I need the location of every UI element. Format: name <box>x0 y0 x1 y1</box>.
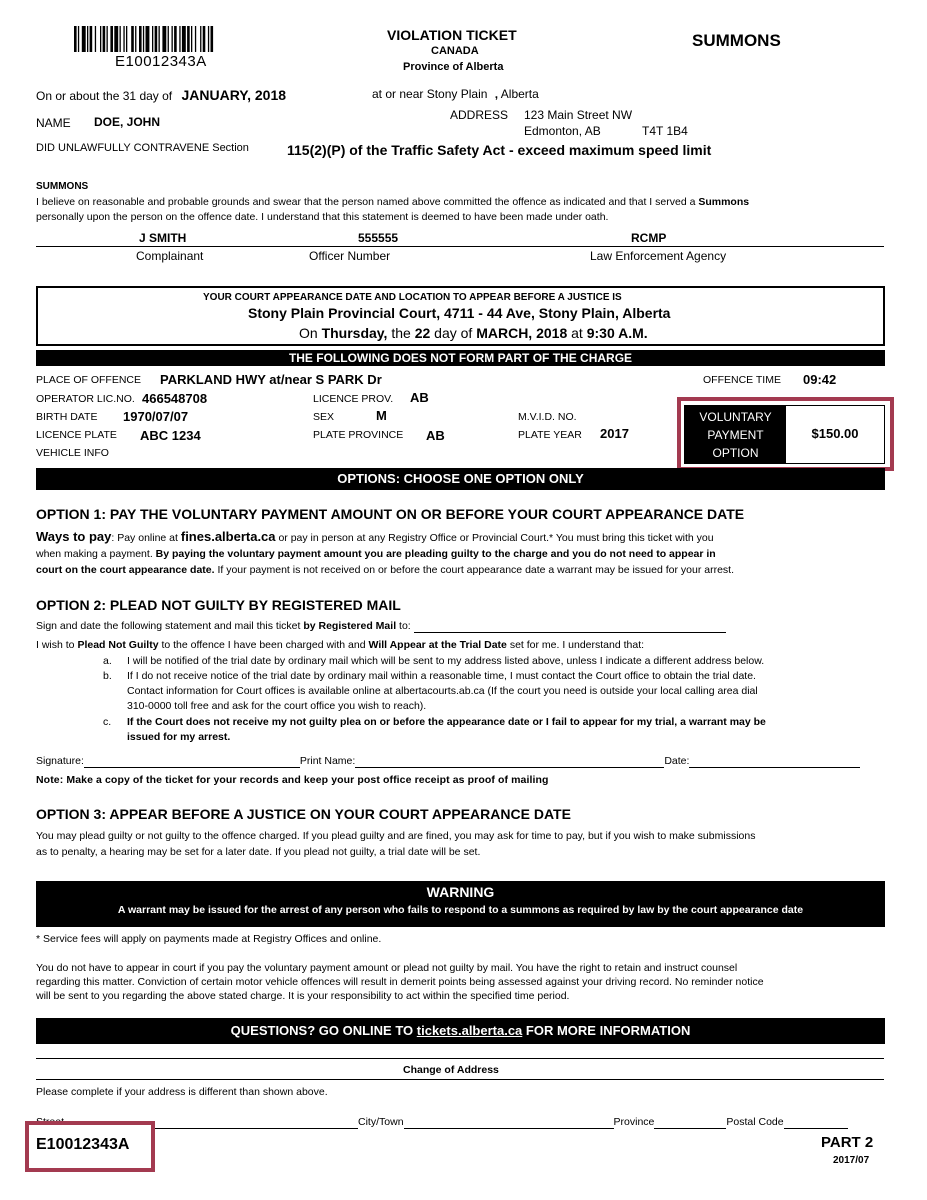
vehicle-info-label: VEHICLE INFO <box>36 447 109 459</box>
info-line2: regarding this matter. Conviction of certain motor vehicle offences will result in demerit points being assessed against your driving record. No reminder notice <box>36 976 764 988</box>
form-version: 2017/07 <box>833 1155 870 1166</box>
address-city: Edmonton, AB <box>524 124 601 138</box>
barcode-bar <box>162 26 166 52</box>
address-fields-row: City/Town Province Postal Code <box>36 1115 848 1129</box>
item-a-mark: a. <box>103 655 112 667</box>
option3-text1: You may plead guilty or not guilty to the offence charged. If you plead guilty and are fined, you may ask for time to pay, but if you wish to make submissions <box>36 830 756 842</box>
summons-title: SUMMONS <box>692 31 781 50</box>
province-field[interactable] <box>654 1119 726 1129</box>
barcode-bar <box>131 26 134 52</box>
not-charge-bar: THE FOLLOWING DOES NOT FORM PART OF THE CHARGE <box>36 350 885 366</box>
option1-heading: OPTION 1: PAY THE VOLUNTARY PAYMENT AMOUNT ON OR BEFORE YOUR COURT APPEARANCE DATE <box>36 506 745 522</box>
item-b-mark: b. <box>103 670 112 682</box>
barcode <box>74 26 264 52</box>
barcode-bar <box>126 26 127 52</box>
barcode-bar <box>78 26 79 52</box>
operator-label: OPERATOR LIC.NO. <box>36 393 135 405</box>
place-value: PARKLAND HWY at/near S PARK Dr <box>160 372 382 387</box>
offence-place-line: at or near Stony Plain , Alberta <box>372 87 539 101</box>
item-c-text2: issued for my arrest. <box>127 731 231 743</box>
barcode-bar <box>211 26 214 52</box>
licence-prov-value: AB <box>410 390 429 405</box>
vp-amount: $150.00 <box>811 426 859 441</box>
warning-bar <box>36 881 885 927</box>
court-heading: YOUR COURT APPEARANCE DATE AND LOCATION TO APPEAR BEFORE A JUSTICE IS <box>203 292 622 303</box>
barcode-bar <box>87 26 88 52</box>
sex-value: M <box>376 408 387 423</box>
barcode-bar <box>110 26 113 52</box>
item-b-text1: If I do not receive notice of the trial date by ordinary mail within a reasonable time, I must contact the Court office to obtain the trial date. <box>127 670 756 682</box>
birth-label: BIRTH DATE <box>36 411 98 423</box>
footer-ticket-number: E10012343A <box>36 1136 130 1153</box>
item-c-mark: c. <box>103 716 112 728</box>
court-location: Stony Plain Provincial Court, 4711 - 44 Ave, Stony Plain, Alberta <box>248 305 671 321</box>
option1-line3: court on the court appearance date. If your payment is not received on or before the court appearance date a warrant may be issued for your arrest. <box>36 564 734 576</box>
mailing-note: Note: Make a copy of the ticket for your records and keep your post office receipt as proof of mailing <box>36 774 549 786</box>
plate-province-value: AB <box>426 428 445 443</box>
barcode-bar <box>200 26 201 52</box>
questions-bar: QUESTIONS? GO ONLINE TO tickets.alberta.ca FOR MORE INFORMATION <box>36 1018 885 1044</box>
barcode-bar <box>203 26 206 52</box>
address-label: ADDRESS <box>450 108 509 122</box>
info-line3: will be sent to you regarding the above stated charge. It is your responsibility to act within the specified time period. <box>36 990 570 1002</box>
name-label: NAME <box>36 116 71 130</box>
barcode-bar <box>174 26 177 52</box>
item-a-text: I will be notified of the trial date by ordinary mail which will be sent to my address listed above, unless I indicate a different address below. <box>127 655 765 667</box>
accused-name: DOE, JOHN <box>94 115 161 129</box>
sex-label: SEX <box>313 411 335 423</box>
print-name-field[interactable] <box>355 758 664 768</box>
barcode-bar <box>90 26 93 52</box>
operator-value: 466548708 <box>142 391 208 406</box>
vp-label-cell: VOLUNTARY PAYMENT OPTION <box>685 406 786 463</box>
barcode-bar <box>120 26 121 52</box>
barcode-bar <box>95 26 96 52</box>
date-field[interactable] <box>689 758 860 768</box>
barcode-bar <box>155 26 158 52</box>
barcode-bar <box>135 26 136 52</box>
tickets-link[interactable]: tickets.alberta.ca <box>416 1023 523 1038</box>
barcode-bar <box>123 26 124 52</box>
barcode-bar <box>100 26 101 52</box>
change-address-bottom-line <box>36 1079 884 1080</box>
barcode-bar <box>179 26 180 52</box>
signature-row: Signature: Print Name: Date: <box>36 754 885 768</box>
change-address-title: Change of Address <box>403 1064 499 1076</box>
mvid-label: M.V.I.D. NO. <box>518 411 577 423</box>
ticket-title: VIOLATION TICKET <box>387 27 517 43</box>
signature-field[interactable] <box>84 758 300 768</box>
barcode-bar <box>114 26 118 52</box>
barcode-bar <box>182 26 186 52</box>
barcode-bar <box>159 26 160 52</box>
birth-value: 1970/07/07 <box>123 409 189 424</box>
barcode-bar <box>139 26 142 52</box>
warning-title: WARNING <box>426 884 495 900</box>
option2-heading: OPTION 2: PLEAD NOT GUILTY BY REGISTERED MAIL <box>36 597 401 613</box>
voluntary-payment-box <box>684 405 885 464</box>
plate-province-label: PLATE PROVINCE <box>313 429 404 441</box>
warning-text: A warrant may be issued for the arrest of any person who fails to respond to a summons as required by law by the court appearance date <box>117 904 804 916</box>
plate-label: LICENCE PLATE <box>36 429 117 441</box>
barcode-bar <box>208 26 209 52</box>
summons-text-line2: personally upon the person on the offence date. I understand that this statement is deemed to have been made under oath. <box>36 211 609 223</box>
postal-code-field[interactable] <box>784 1119 848 1129</box>
option1-line1: Ways to pay: Pay online at fines.alberta.ca or pay in person at any Registry Office or Provincial Court.* You must bring this ticket with you <box>36 529 714 544</box>
option3-text2: as to penalty, a hearing may be set for a later date. If you plead not guilty, a trial date will be set. <box>36 846 481 858</box>
barcode-bar <box>103 26 106 52</box>
options-bar: OPTIONS: CHOOSE ONE OPTION ONLY <box>36 468 885 490</box>
plate-year-label: PLATE YEAR <box>518 429 582 441</box>
option1-line2: when making a payment. By paying the voluntary payment amount you are pleading guilty to the charge and you do not need to appear in <box>36 548 716 560</box>
country: CANADA <box>431 45 479 57</box>
complainant-name: J SMITH <box>139 231 187 245</box>
barcode-bar <box>152 26 153 52</box>
barcode-bar <box>168 26 169 52</box>
barcode-bar <box>74 26 77 52</box>
agency-name: RCMP <box>631 231 667 245</box>
option2-wish-line: I wish to Plead Not Guilty to the offence I have been charged with and Will Appear at the Trial Date set for me. I understand that: <box>36 639 645 651</box>
province-heading: Province of Alberta <box>403 61 504 73</box>
agency-label: Law Enforcement Agency <box>590 249 727 263</box>
barcode-number: E10012343A <box>115 53 207 70</box>
offence-section: 115(2)(P) of the Traffic Safety Act - exceed maximum speed limit <box>287 142 712 158</box>
city-field[interactable] <box>404 1119 614 1129</box>
barcode-bar <box>172 26 173 52</box>
complainant-label: Complainant <box>136 249 204 263</box>
barcode-bar <box>107 26 108 52</box>
mail-to-line[interactable] <box>414 623 726 633</box>
offence-time-value: 09:42 <box>803 372 837 387</box>
licence-prov-label: LICENCE PROV. <box>313 393 394 405</box>
contravene-label: DID UNLAWFULLY CONTRAVENE Section <box>36 142 249 154</box>
option3-heading: OPTION 3: APPEAR BEFORE A JUSTICE ON YOUR COURT APPEARANCE DATE <box>36 806 571 822</box>
barcode-bar <box>195 26 196 52</box>
summons-text-line1: I believe on reasonable and probable grounds and swear that the person named above committed the offence as indicated and that I served a Summons <box>36 196 750 208</box>
summons-heading: SUMMONS <box>36 181 89 192</box>
item-b-text3: 310-0000 toll free and ask for the court office you wish to reach). <box>127 700 427 712</box>
address-postal: T4T 1B4 <box>642 124 688 138</box>
barcode-bar <box>82 26 86 52</box>
address-line1: 123 Main Street NW <box>524 108 633 122</box>
service-fees-note: * Service fees will apply on payments made at Registry Offices and online. <box>36 933 382 945</box>
officer-number: 555555 <box>358 231 399 245</box>
offence-date-line: On or about the 31 day of JANUARY, 2018 <box>36 87 287 103</box>
barcode-bar <box>191 26 192 52</box>
change-address-instruction: Please complete if your address is different than shown above. <box>36 1086 328 1098</box>
barcode-bar <box>146 26 150 52</box>
option2-sign-line: Sign and date the following statement and mail this ticket by Registered Mail to: <box>36 619 726 633</box>
part-label: PART 2 <box>821 1134 874 1151</box>
officer-label: Officer Number <box>309 249 391 263</box>
item-c-text1: If the Court does not receive my not guilty plea on or before the appearance date or I fail to appear for my trial, a warrant may be <box>127 716 766 728</box>
info-line1: You do not have to appear in court if you pay the voluntary payment amount or plead not guilty by mail. You have the right to retain and instruct counsel <box>36 962 738 974</box>
item-b-text2: Contact information for Court offices is available online at albertacourts.ab.ca (If the court you need is outside your local calling area dial <box>127 685 758 697</box>
court-date-line: On Thursday, the 22 day of MARCH, 2018 at 9:30 A.M. <box>299 325 648 341</box>
barcode-graphic <box>74 26 264 52</box>
signature-line <box>36 246 884 247</box>
barcode-bar <box>143 26 144 52</box>
plate-year-value: 2017 <box>600 426 629 441</box>
change-address-top-line <box>36 1058 884 1059</box>
offence-time-label: OFFENCE TIME <box>703 374 781 386</box>
place-label: PLACE OF OFFENCE <box>36 374 142 386</box>
barcode-bar <box>187 26 190 52</box>
plate-value: ABC 1234 <box>140 428 201 443</box>
